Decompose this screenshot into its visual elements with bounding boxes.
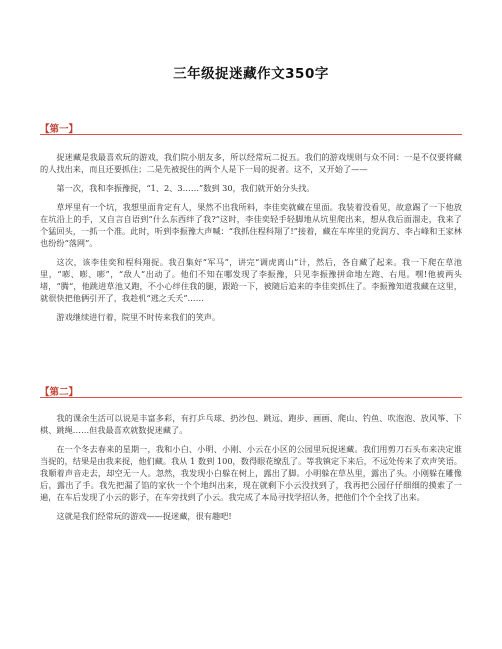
section-body-2 [40, 412, 462, 529]
paragraph: 第一次，我和李振豫捉，“1、2、3……”数到 30，我们就开始分头找。 [56, 183, 315, 193]
paragraph: 在一个冬去春来的星期一，我和小白、小明、小刚、小云在小区的公园里玩捉迷藏。我们用剪刀石头布来决定谁当捉的，结果是由我来捉，他们藏。我从 1 数到 100，数得眼花缭乱了。等我镇定下来后，不远处传来了欢声笑语。我顺着声音走去，却空无一人。忽然，我发现小白躲在树上，露出了脚。小明躲在草丛里，露出了头。小刚躲在雕像后，露出了手。我先把漏了馅的家伙一个个地纠出来，现在就剩下小云没找到了，我再把公园仔仔细细的摸索了一遍，在车后发现了小云的影子，在车旁找到了小云。我完成了本局寻找学招认务，把他们个个全找了出来。 [40, 444, 462, 502]
section-divider-2 [40, 397, 462, 398]
document-title: 三年级捉迷藏作文350字 [173, 66, 329, 82]
paragraph: 我的课余生活可以说是丰富多彩，有打乒乓球、扔沙包、跳远、跑步、画画、爬山、钓鱼、吹泡泡、放风筝、下棋、跳绳……但我最喜欢就数捉迷藏了。 [40, 413, 462, 435]
section-heading-2: 【第二】 [40, 387, 79, 398]
paragraph: 这就是我们经常玩的游戏——捉迷藏，很有趣吧! [56, 511, 232, 521]
paragraph: 这次，该李佳奕和程科翔捉。我召集好“军马”，讲完“调虎离山”计，然后，各自藏了起来。我一下爬在草池里，“嘭、嘭、嘭”，“敌人”出动了。他们不知在哪发现了李振豫，只见李振豫拼命地左跑、右甩。嘿!他被两头堵，“腾”，他跳进草池又跑，不小心绊住我的腿，跟跄一下，被随后追来的李佳奕抓住了。李振豫知道我藏在这里，就很快把他俩引开了，我趁机“逃之夭夭”…… [40, 257, 462, 303]
section-heading-1: 【第一】 [40, 124, 79, 135]
paragraph: 游戏继续进行着，院里不时传来我们的笑声。 [56, 312, 221, 322]
paragraph: 草坪里有一个坑，我想里面肯定有人，果然不出我所料，李佳奕就藏在里面。我装着没看见，故意踢了一下他放在坑沿上的手，又自言自语到“什么东西绊了我?”这时，李佳奕轻手轻脚地从坑里爬出来，想从我后面溜走，我来了个猛回头，一抓一个准。此时，听到李振豫大声喊：“我抓住程科翔了!”接着，藏在车库里的党润方、李占峰和王家林也纷纷“落网”。 [40, 202, 462, 248]
section-divider-1 [40, 134, 462, 135]
paragraph: 捉迷藏是我最喜欢玩的游戏，我们院小朋友多，所以经常玩二捉五。我们的游戏规则与众不同：一是不仅要将藏的人找出来，而且还要抓住；二是先被捉住的两个人是下一局的捉者。这不，又开始了—— [40, 152, 462, 174]
section-body-1 [40, 151, 462, 330]
